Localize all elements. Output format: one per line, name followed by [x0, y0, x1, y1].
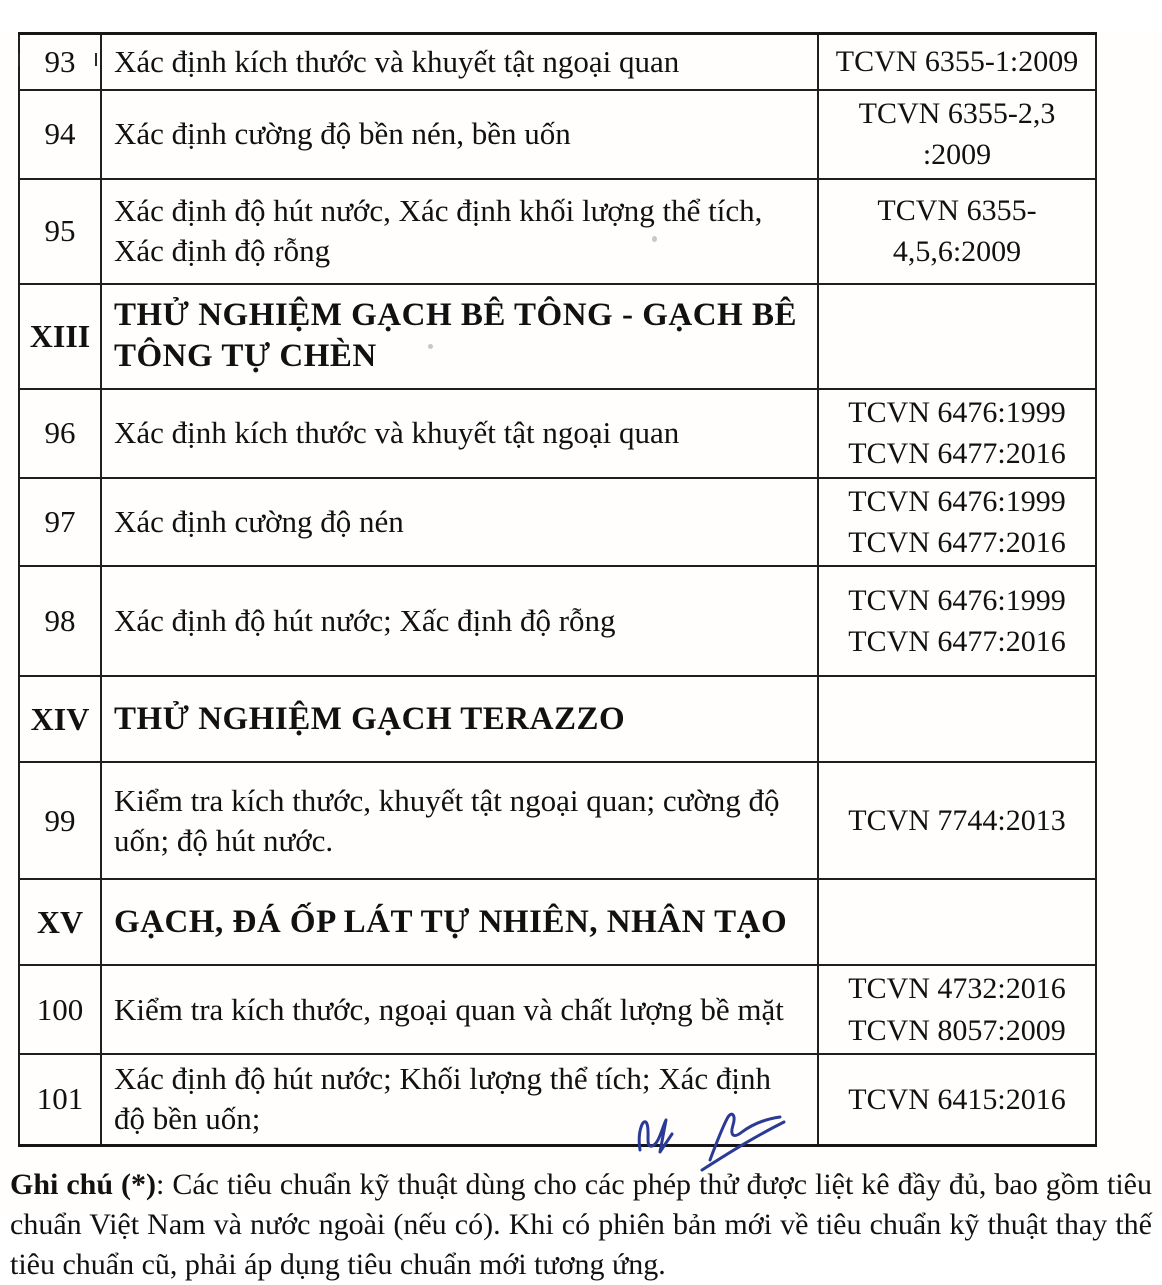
standard-line: TCVN 6355-2,3: [858, 97, 1056, 130]
test-description: Xác định cường độ bền nén, bền uốn: [101, 90, 818, 179]
row-number: 97: [19, 478, 101, 567]
standard-cell: [818, 762, 1096, 879]
test-methods-table: [18, 32, 1097, 1147]
test-description: Xác định kích thước và khuyết tật ngoại quan: [101, 34, 818, 91]
standard-cell: [818, 90, 1096, 179]
standard-cell: [818, 34, 1096, 91]
footnote-label: Ghi chú (*): [10, 1167, 156, 1201]
table-row: [19, 34, 1096, 91]
standard-cell: [818, 478, 1096, 567]
standard-line: TCVN 6477:2016: [848, 625, 1066, 659]
section-title: THỬ NGHIỆM GẠCH BÊ TÔNG - GẠCH BÊ TÔNG TỰ CHÈN: [101, 284, 818, 389]
test-description: Kiểm tra kích thước, khuyết tật ngoại quan; cường độ uốn; độ hút nước.: [101, 762, 818, 879]
scan-speck: [652, 236, 657, 242]
table-row: [19, 762, 1096, 879]
section-header-row: [19, 879, 1096, 965]
standard-line: TCVN 6477:2016: [848, 437, 1066, 471]
standard-line: TCVN 8057:2009: [848, 1013, 1066, 1047]
test-description: Kiểm tra kích thước, ngoại quan và chất lượng bề mặt: [101, 965, 818, 1054]
section-numeral: XIII: [19, 284, 101, 389]
standard-cell: [818, 676, 1096, 762]
row-number: 98: [19, 566, 101, 676]
table-row: [19, 179, 1096, 284]
standard-cell: [818, 179, 1096, 284]
test-description: Xác định cường độ nén: [101, 478, 818, 567]
section-title: GẠCH, ĐÁ ỐP LÁT TỰ NHIÊN, NHÂN TẠO: [101, 879, 818, 965]
standard-line: TCVN 6476:1999: [848, 484, 1066, 518]
standard-line: TCVN 6355-: [877, 193, 1037, 227]
standard-cell: [818, 879, 1096, 965]
section-header-row: [19, 284, 1096, 389]
footnote: [10, 1165, 1152, 1285]
standard-line: TCVN 6355-1:2009: [835, 45, 1079, 79]
test-description: Xác định độ hút nước; Khối lượng thể tích; Xác định độ bền uốn;: [101, 1054, 818, 1145]
table-row: [19, 566, 1096, 676]
section-title: THỬ NGHIỆM GẠCH TERAZZO: [101, 676, 818, 762]
table-row: [19, 90, 1096, 179]
standard-cell: [818, 389, 1096, 478]
scanned-document-page: [0, 32, 1162, 1282]
table-row: [19, 1054, 1096, 1145]
row-number: 95: [19, 179, 101, 284]
section-header-row: [19, 676, 1096, 762]
row-number: 93: [19, 34, 101, 91]
standard-cell: [818, 965, 1096, 1054]
section-numeral: XV: [19, 879, 101, 965]
standard-line: TCVN 7744:2013: [848, 804, 1066, 838]
standard-cell: [818, 566, 1096, 676]
standard-cell: [818, 284, 1096, 389]
scan-speck: [428, 344, 433, 349]
standard-line: TCVN 4732:2016: [848, 972, 1066, 1006]
scan-artifact-line: [95, 53, 97, 66]
standard-line: TCVN 6415:2016: [848, 1082, 1066, 1116]
standard-line: 4,5,6:2009: [892, 235, 1022, 269]
test-description: Xác định độ hút nước, Xác định khối lượng thể tích, Xác định độ rỗng: [101, 179, 818, 284]
table-row: [19, 478, 1096, 567]
standard-line: :2009: [922, 138, 992, 172]
row-number: 100: [19, 965, 101, 1054]
row-number: 99: [19, 762, 101, 879]
table-row: [19, 389, 1096, 478]
scan-artifact-line: [18, 53, 20, 66]
table-row: [19, 965, 1096, 1054]
standard-line: TCVN 6476:1999: [848, 583, 1066, 617]
row-number: 96: [19, 389, 101, 478]
standard-line: TCVN 6477:2016: [848, 525, 1066, 559]
standard-line: TCVN 6476:1999: [848, 395, 1066, 429]
footnote-text: : Các tiêu chuẩn kỹ thuật dùng cho các phép thử được liệt kê đầy đủ, bao gồm tiêu chuẩn Việt Nam và nước ngoài (nếu có). Khi có phiên bản mới về tiêu chuẩn kỹ thuật thay thế tiêu chuẩn cũ, phải áp dụng tiêu chuẩn mới tương ứng.: [10, 1167, 1152, 1282]
row-number: 94: [19, 90, 101, 179]
standard-cell: [818, 1054, 1096, 1145]
section-numeral: XIV: [19, 676, 101, 762]
test-description: Xác định kích thước và khuyết tật ngoại quan: [101, 389, 818, 478]
row-number: 101: [19, 1054, 101, 1145]
test-description: Xác định độ hút nước; Xấc định độ rỗng: [101, 566, 818, 676]
